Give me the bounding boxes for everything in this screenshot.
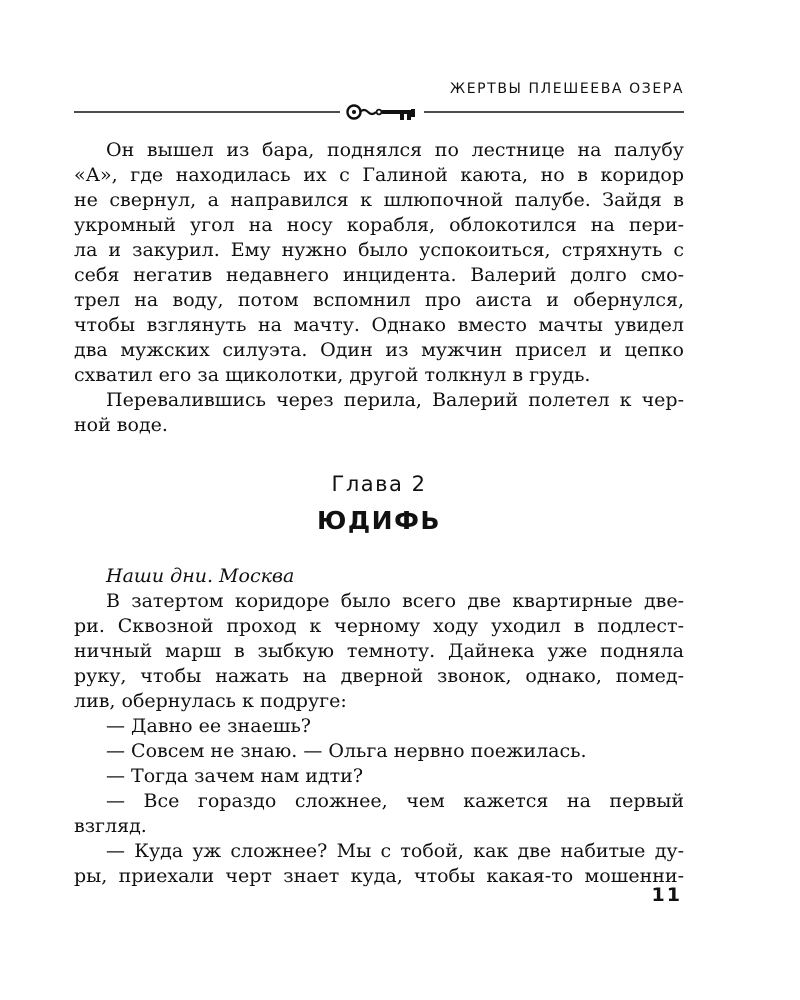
dateline: Наши дни. Москва (106, 565, 295, 587)
running-header: ЖЕРТВЫ ПЛЕШЕЕВА ОЗЕРА (450, 81, 684, 97)
text-line: лив, обернулась к подруге: (74, 690, 347, 712)
body-text (74, 138, 684, 889)
text-line: «А», где находилась их с Галиной каюта, но в коридор (74, 164, 684, 186)
text-line: ной воде. (74, 414, 168, 436)
dialogue-line: — Совсем не знаю. — Ольга нервно поежилась. (106, 740, 587, 762)
text-line: ничный марш в зыбкую темноту. Дайнека уже подняла (74, 640, 684, 662)
dialogue-line: — Все гораздо сложнее, чем кажется на первый (106, 790, 684, 812)
header-rule (74, 102, 684, 122)
chapter-title: ЮДИФЬ (317, 506, 441, 535)
text-line: руку, чтобы нажать на дверной звонок, однако, помед- (74, 665, 684, 687)
text-line: трел на воду, потом вспомнил про аиста и обернулся, (74, 289, 684, 311)
dialogue-line: — Давно ее знаешь? (106, 715, 311, 737)
text-line: ры, приехали черт знает куда, чтобы какая-то мошенни- (74, 865, 684, 887)
text-line: два мужских силуэта. Один из мужчин присел и цепко (74, 339, 684, 361)
page-number: 11 (651, 884, 682, 906)
text-line: Он вышел из бара, поднялся по лестнице на палубу (106, 139, 684, 161)
text-line: ри. Сквозной проход к черному ходу уходил в подлест- (74, 615, 684, 637)
text-line: В затертом коридоре было всего две квартирные две- (106, 590, 684, 612)
chapter-label: Глава 2 (331, 472, 427, 496)
text-line: ла и закурил. Ему нужно было успокоиться, стряхнуть с (74, 239, 684, 261)
text-line: укромный угол на носу корабля, облокотился на пери- (74, 214, 684, 236)
text-line: себя негатив недавнего инцидента. Валерий долго смо- (74, 264, 684, 286)
text-line: схватил его за щиколотки, другой толкнул в грудь. (74, 364, 591, 386)
text-line: чтобы взглянуть на мачту. Однако вместо мачты увидел (74, 314, 684, 336)
key-ornament-icon (340, 104, 424, 120)
dialogue-line: — Тогда зачем нам идти? (106, 765, 364, 787)
text-line: взгляд. (74, 815, 147, 837)
text-line: Перевалившись через перила, Валерий полетел к чер- (106, 389, 684, 411)
dialogue-line: — Куда уж сложнее? Мы с тобой, как две набитые ду- (106, 840, 684, 862)
text-line: не свернул, а направился к шлюпочной палубе. Зайдя в (74, 189, 684, 211)
